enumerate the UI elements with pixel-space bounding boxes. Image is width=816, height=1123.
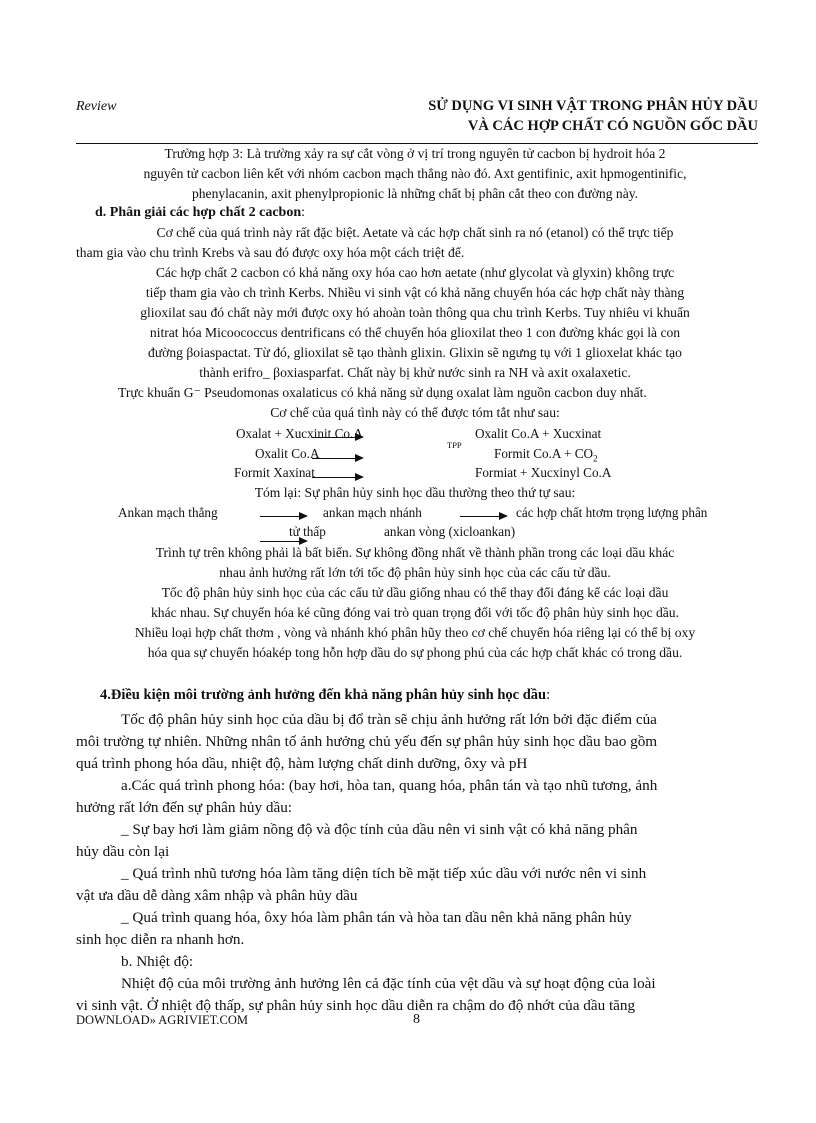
section4-line-12: b. Nhiệt độ: bbox=[121, 953, 194, 970]
heading-d-colon: : bbox=[301, 205, 305, 220]
heading-section-4-colon: : bbox=[546, 687, 551, 703]
section4-line-13: Nhiệt độ của môi trường ảnh hưởng lên cả đặc tính của vệt dầu và sự hoạt động của loài bbox=[121, 975, 656, 992]
case3-line-3: phenylacanin, axit phenylpropionic là những chất bị phân cắt theo con đường này. bbox=[191, 186, 639, 201]
sequence-arrow-2 bbox=[460, 516, 506, 517]
running-header-section: Review bbox=[76, 99, 117, 114]
heading-d-text: d. Phân giải các hợp chất 2 cacbon bbox=[95, 205, 302, 220]
para-end2-line-2: khác nhau. Sự chuyển hóa ké cũng đóng vai trò quan trọng đối với tốc độ phân hủy sinh học dầu. bbox=[151, 605, 679, 620]
sequence-arrow-1 bbox=[260, 516, 306, 517]
sequence-arrow-3 bbox=[260, 541, 306, 542]
para-d2-line-4: nitrat hóa Micoococcus dentrificans có thể chuyển hóa glioxilat theo 1 con đường khác gọi là con bbox=[149, 325, 681, 340]
page-number: 8 bbox=[413, 1012, 420, 1027]
sequence-step-3-cont: tử thấp bbox=[289, 524, 326, 539]
para-end2-line-1: Tốc độ phân hủy sinh học của các cấu tử dầu giống nhau có thể thay đổi đáng kể các loại dầu bbox=[161, 585, 669, 600]
running-header-title bbox=[428, 96, 758, 136]
para-d3: Trực khuẩn G⁻ Pseudomonas oxalaticus có khả năng sử dụng oxalat làm nguồn cacbon duy nhất. bbox=[118, 385, 647, 400]
heading-section-4 bbox=[100, 684, 550, 706]
section4-line-2: môi trường tự nhiên. Những nhân tố ảnh hưởng chủ yếu đến sự phân hủy sinh học dầu bao gồm bbox=[76, 733, 658, 750]
para-end1-line-1: Trình tự trên không phải là bất biến. Sự không đồng nhất về thành phần trong các loại dầu khác bbox=[155, 545, 675, 560]
section4-line-7: hủy dầu còn lại bbox=[76, 843, 170, 860]
section4-line-9: vật ưa dầu dễ dàng xâm nhập và phân hủy dầu bbox=[76, 887, 358, 904]
co2-subscript: 2 bbox=[593, 453, 598, 464]
para-d1-line-1: Cơ chế của quá trình này rất đặc biệt. Aetate và các hợp chất sinh ra nó (etanol) có thể trực tiếp bbox=[156, 225, 674, 240]
reaction-2-left: Oxalit Co.A bbox=[255, 446, 320, 461]
para-d2-line-5: đường βoiaspactat. Từ đó, glioxilat sẽ tạo thành glixin. Glixin sẽ ngưng tụ với 1 glioxelat khác tạo bbox=[148, 345, 682, 360]
mechanism-intro: Cơ chế của quá tình này có thể được tóm tắt như sau: bbox=[270, 405, 560, 420]
section4-line-5: hưởng rất lớn đến sự phân hủy dầu: bbox=[76, 799, 293, 816]
section4-line-3: quá trình phong hóa dầu, nhiệt độ, hàm lượng chất dinh dưỡng, ôxy và pH bbox=[76, 755, 528, 772]
case3-line-1: Trường hợp 3: Là trường xảy ra sự cắt vòng ở vị trí trong nguyên tử cacbon bị hydroit hóa 2 bbox=[164, 146, 666, 161]
reaction-2-catalyst: TPP bbox=[447, 440, 462, 450]
para-end1-line-2: nhau ảnh hưởng rất lớn tới tốc độ phân hủy sinh học của các cấu tử dầu. bbox=[219, 565, 611, 580]
para-d1-line-2: tham gia vào chu trình Krebs và sau đó được oxy hóa một cách triệt để. bbox=[76, 245, 465, 260]
para-d2-line-2: tiếp tham gia vào ch trình Kerbs. Nhiều vi sinh vật có khả năng chuyển hóa các hợp chất này thàng bbox=[145, 285, 685, 300]
header-title-line-1: SỬ DỤNG VI SINH VẬT TRONG PHÂN HỦY DẦU bbox=[428, 98, 758, 114]
reaction-2-right-text: Formit Co.A + CO bbox=[494, 446, 594, 461]
summary-intro: Tóm lại: Sự phân hủy sinh học dầu thường theo thứ tự sau: bbox=[254, 485, 576, 500]
section4-line-14: vi sinh vật. Ở nhiệt độ thấp, sự phân hủy sinh học dầu diễn ra chậm do độ nhớt của dầu tăng bbox=[76, 997, 636, 1014]
section4-line-11: sinh học diễn ra nhanh hơn. bbox=[76, 931, 245, 948]
section4-line-8: _ Quá trình nhũ tương hóa làm tăng diện tích bề mặt tiếp xúc dầu với nước nên vi sinh bbox=[121, 865, 647, 882]
heading-d bbox=[95, 203, 305, 223]
reaction-1-arrow bbox=[312, 437, 362, 438]
heading-section-4-text: 4.Điều kiện môi trường ảnh hưởng đến khả năng phân hủy sinh học dầu bbox=[100, 687, 547, 703]
para-end2-line-4: hóa qua sự chuyển hóakép tong hỗn hợp dầu do sự phong phú của các hợp chất khác có trong dầu. bbox=[147, 645, 683, 660]
reaction-3-right: Formiat + Xucxinyl Co.A bbox=[475, 465, 612, 480]
para-d2-line-3: glioxilat sau đó chất này mới được oxy hó ahoàn toàn thông qua chu trình Kerbs. Tuy nhiêu vi khuẩn bbox=[140, 305, 690, 320]
para-end2-line-3: Nhiều loại hợp chất thơm , vòng và nhánh khó phân hũy theo cơ chế chuyển hóa riêng lại có thể bị oxy bbox=[134, 625, 696, 640]
para-d2-line-1: Các hợp chất 2 cacbon có khả năng oxy hóa cao hơn aetate (như glycolat và glyxin) không trực bbox=[155, 265, 675, 280]
section4-line-6: _ Sự bay hơi làm giảm nồng độ và độc tính của dầu nên vi sinh vật có khả năng phân bbox=[121, 821, 638, 838]
footer-source: DOWNLOAD» AGRIVIET.COM bbox=[76, 1013, 248, 1027]
section4-line-10: _ Quá trình quang hóa, ôxy hóa làm phân tán và hòa tan dầu nên khả năng phân hủy bbox=[121, 909, 632, 926]
section4-line-1: Tốc độ phân hủy sinh học của dầu bị đổ tràn sẽ chịu ảnh hưởng rất lớn bởi đặc điểm của bbox=[121, 711, 657, 728]
reaction-3-left: Formit Xaxinat bbox=[234, 465, 315, 480]
section4-line-4: a.Các quá trình phong hóa: (bay hơi, hòa tan, quang hóa, phân tán và tạo nhũ tương, ảnh bbox=[121, 777, 658, 794]
sequence-step-3: các hợp chất htơm trọng lượng phân bbox=[516, 505, 708, 520]
reaction-2-arrow bbox=[312, 458, 362, 459]
reaction-1-right: Oxalit Co.A + Xucxinat bbox=[475, 426, 602, 441]
reaction-1-left: Oxalat + Xucxinit Co.A bbox=[236, 426, 363, 441]
sequence-step-1: Ankan mạch thẳng bbox=[118, 505, 218, 520]
sequence-step-4: ankan vòng (xicloankan) bbox=[384, 524, 516, 539]
sequence-step-2: ankan mạch nhánh bbox=[323, 505, 422, 520]
case3-line-2: nguyên tử cacbon liên kết với nhóm cacbon mạch thẳng nào đó. Axt gentifinic, axit hpmogentinific, bbox=[143, 166, 687, 181]
header-title-line-2: VÀ CÁC HỢP CHẤT CÓ NGUỒN GỐC DẦU bbox=[467, 118, 758, 134]
reaction-3-arrow bbox=[312, 477, 362, 478]
para-d2-line-6: thành erifro_ βoxiasparfat. Chất này bị khử nước sinh ra NH và axit oxalaxetic. bbox=[199, 365, 631, 380]
